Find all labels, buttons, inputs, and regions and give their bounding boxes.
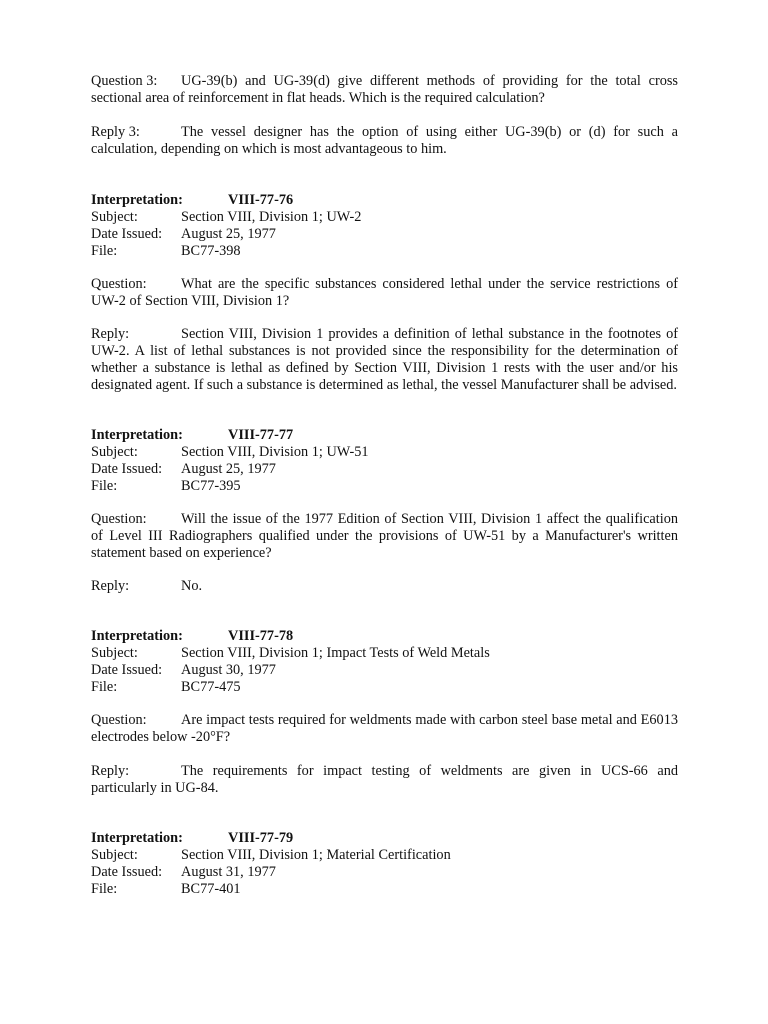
qa-label: Reply: bbox=[91, 763, 130, 779]
metadata-field bbox=[91, 243, 241, 260]
field-label: Subject: bbox=[91, 847, 138, 863]
qa-text: What are the specific substances considered lethal under the service restrictions of UW-2 of Section VIII, Division 1? bbox=[91, 276, 678, 309]
qa-paragraph bbox=[91, 73, 678, 107]
metadata-field bbox=[91, 864, 276, 881]
qa-paragraph bbox=[91, 763, 678, 797]
qa-paragraph bbox=[91, 712, 678, 746]
field-label: Date Issued: bbox=[91, 864, 163, 880]
qa-text: The requirements for impact testing of weldments are given in UCS-66 and particularly in UG-84. bbox=[91, 763, 678, 796]
qa-text: Will the issue of the 1977 Edition of Section VIII, Division 1 affect the qualification of Level III Radiographers qualified under the provisions of UW-51 by a Manufacturer's written statement based on experience? bbox=[91, 511, 678, 561]
qa-label: Reply: bbox=[91, 326, 130, 342]
interpretation-heading bbox=[91, 628, 293, 645]
field-label: Date Issued: bbox=[91, 226, 163, 242]
qa-text: UG-39(b) and UG-39(d) give different methods of providing for the total cross sectional area of reinforcement in flat heads. Which is the required calculation? bbox=[91, 73, 678, 106]
field-label: File: bbox=[91, 679, 118, 695]
metadata-field bbox=[91, 478, 241, 495]
interpretation-label: Interpretation: bbox=[91, 628, 183, 644]
field-value: BC77-395 bbox=[181, 478, 241, 494]
interpretation-heading bbox=[91, 830, 293, 847]
qa-label: Question: bbox=[91, 276, 147, 292]
interpretation-heading bbox=[91, 192, 293, 209]
qa-label: Question: bbox=[91, 712, 147, 728]
metadata-field bbox=[91, 209, 361, 226]
qa-text: Are impact tests required for weldments made with carbon steel base metal and E6013 electrodes below -20°F? bbox=[91, 712, 678, 745]
field-label: File: bbox=[91, 881, 118, 897]
interpretation-number: VIII-77-77 bbox=[228, 427, 294, 443]
interpretation-heading bbox=[91, 427, 293, 444]
metadata-field bbox=[91, 645, 490, 662]
interpretation-label: Interpretation: bbox=[91, 830, 183, 846]
field-value: August 25, 1977 bbox=[181, 226, 276, 242]
field-label: Subject: bbox=[91, 209, 138, 225]
qa-paragraph bbox=[91, 124, 678, 158]
qa-text: Section VIII, Division 1 provides a definition of lethal substance in the footnotes of UW-2. A list of lethal substances is not provided since the responsibility for the determination of whether a substance is lethal as defined by Section VIII, Division 1 rests with the user and/or his designated agent. If such a substance is determined as lethal, the vessel Manufacturer shall be advised. bbox=[91, 326, 678, 393]
interpretation-label: Interpretation: bbox=[91, 192, 183, 208]
field-label: File: bbox=[91, 478, 118, 494]
field-value: Section VIII, Division 1; UW-2 bbox=[181, 209, 362, 225]
interpretation-number: VIII-77-79 bbox=[228, 830, 294, 846]
field-value: Section VIII, Division 1; Material Certification bbox=[181, 847, 451, 863]
field-label: Date Issued: bbox=[91, 662, 163, 678]
interpretation-number: VIII-77-76 bbox=[228, 192, 294, 208]
qa-paragraph bbox=[91, 326, 678, 394]
qa-label: Question 3: bbox=[91, 73, 158, 89]
qa-label: Reply: bbox=[91, 578, 130, 594]
field-value: August 31, 1977 bbox=[181, 864, 276, 880]
field-label: Subject: bbox=[91, 444, 138, 460]
field-label: File: bbox=[91, 243, 118, 259]
field-value: BC77-398 bbox=[181, 243, 241, 259]
qa-text: No. bbox=[181, 578, 203, 594]
metadata-field bbox=[91, 847, 451, 864]
metadata-field bbox=[91, 444, 369, 461]
qa-paragraph bbox=[91, 578, 678, 595]
metadata-field bbox=[91, 679, 241, 696]
qa-label: Question: bbox=[91, 511, 147, 527]
metadata-field bbox=[91, 662, 276, 679]
field-value: Section VIII, Division 1; Impact Tests of Weld Metals bbox=[181, 645, 490, 661]
field-value: August 25, 1977 bbox=[181, 461, 276, 477]
qa-label: Reply 3: bbox=[91, 124, 140, 140]
field-label: Subject: bbox=[91, 645, 138, 661]
field-value: BC77-475 bbox=[181, 679, 241, 695]
interpretation-label: Interpretation: bbox=[91, 427, 183, 443]
field-value: August 30, 1977 bbox=[181, 662, 276, 678]
qa-paragraph bbox=[91, 276, 678, 310]
metadata-field bbox=[91, 226, 276, 243]
field-value: Section VIII, Division 1; UW-51 bbox=[181, 444, 369, 460]
field-label: Date Issued: bbox=[91, 461, 163, 477]
metadata-field bbox=[91, 461, 276, 478]
field-value: BC77-401 bbox=[181, 881, 241, 897]
interpretation-number: VIII-77-78 bbox=[228, 628, 294, 644]
qa-paragraph bbox=[91, 511, 678, 562]
metadata-field bbox=[91, 881, 241, 898]
qa-text: The vessel designer has the option of using either UG-39(b) or (d) for such a calculation, depending on which is most advantageous to him. bbox=[91, 124, 678, 157]
